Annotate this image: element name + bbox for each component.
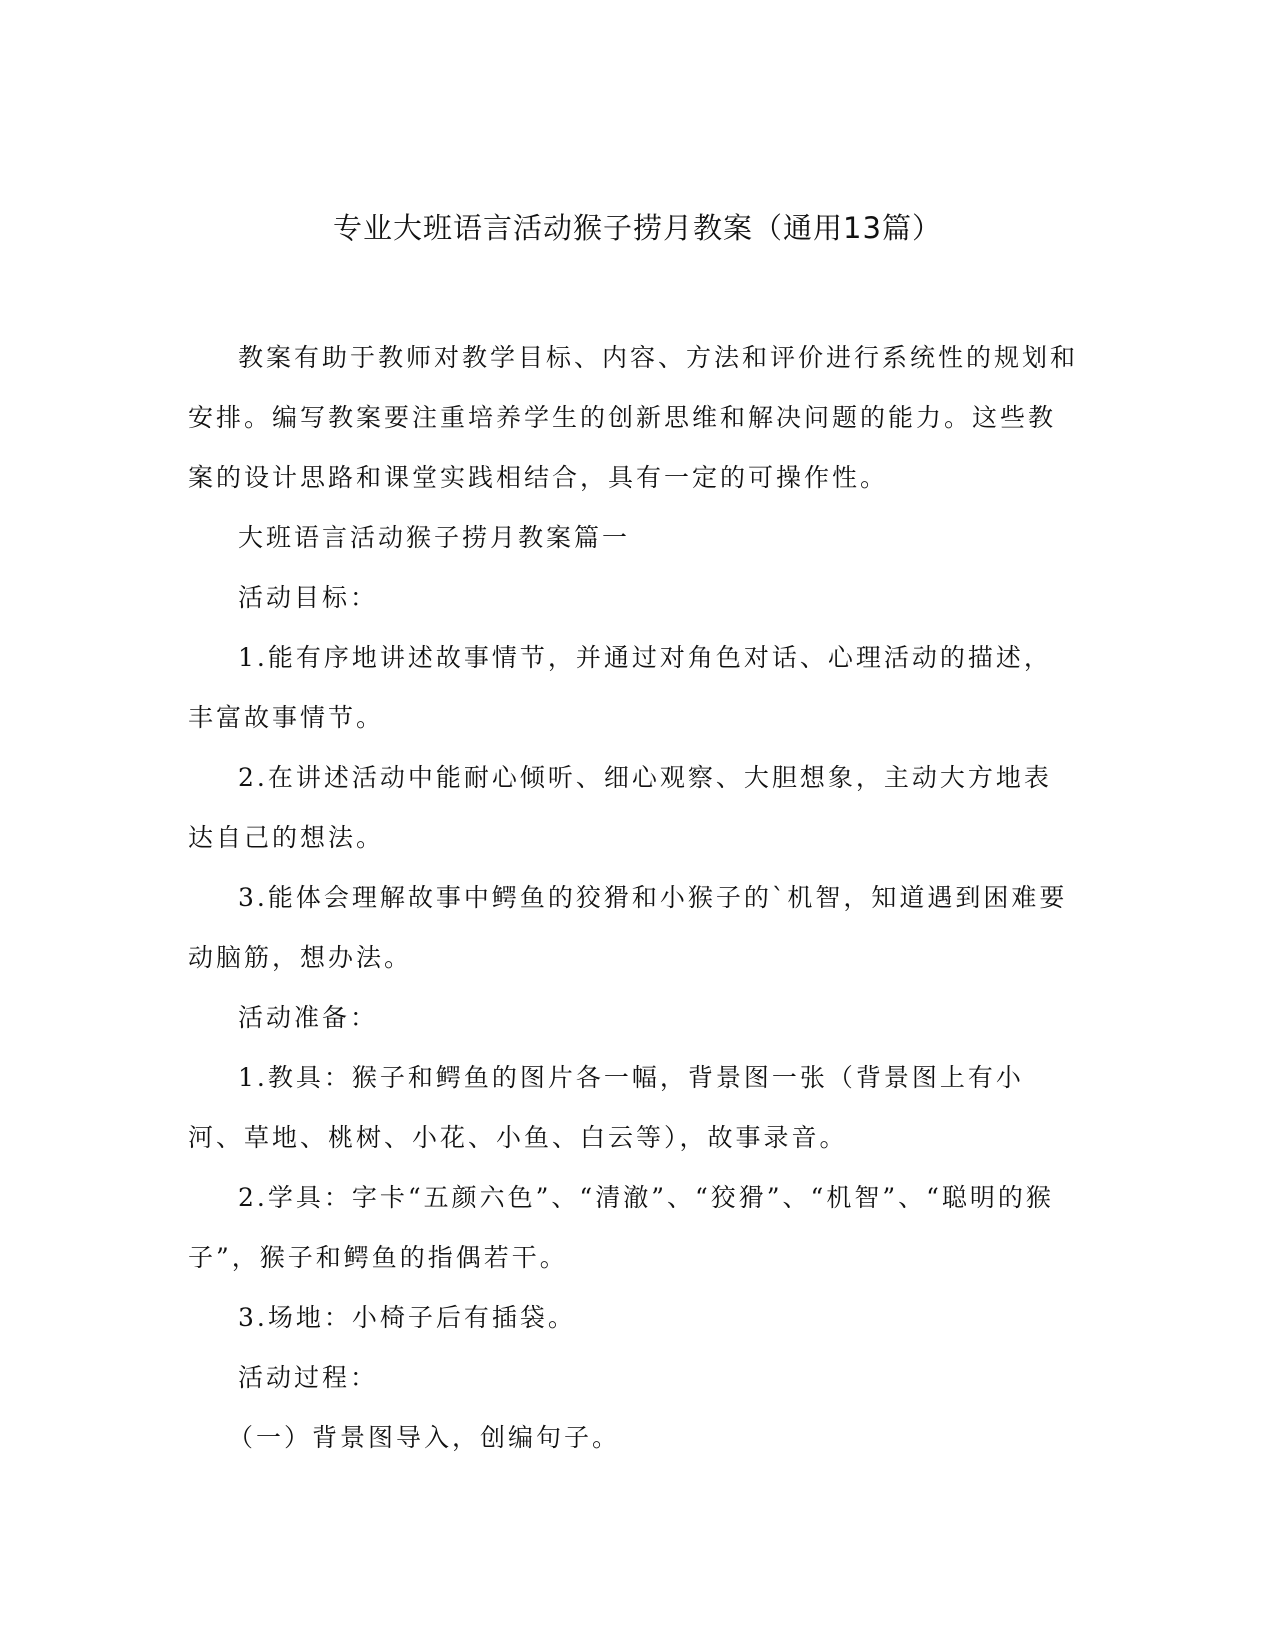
document-body (188, 328, 1078, 1468)
process-step-1: （一）背景图导入，创编句子。 (228, 1423, 621, 1452)
goal-item-1: 1.能有序地讲述故事情节，并通过对角色对话、心理活动的描述，丰富故事情节。 (188, 643, 1052, 732)
goals-heading: 活动目标： (238, 583, 379, 612)
prep-item-3: 3.场地：小椅子后有插袋。 (238, 1303, 576, 1332)
document-title: 专业大班语言活动猴子捞月教案（通用13篇） (333, 211, 942, 245)
process-heading: 活动过程： (238, 1363, 379, 1392)
prep-heading: 活动准备： (238, 1003, 379, 1032)
prep-item-1: 1.教具：猴子和鳄鱼的图片各一幅，背景图一张（背景图上有小河、草地、桃树、小花、小鱼、白云等），故事录音。 (188, 1063, 1024, 1152)
goal-item-3: 3.能体会理解故事中鳄鱼的狡猾和小猴子的`机智，知道遇到困难要动脑筋，想办法。 (188, 883, 1068, 972)
intro-paragraph: 教案有助于教师对教学目标、内容、方法和评价进行系统性的规划和安排。编写教案要注重培养学生的创新思维和解决问题的能力。这些教案的设计思路和课堂实践相结合，具有一定的可操作性。 (188, 343, 1079, 492)
section-title: 大班语言活动猴子捞月教案篇一 (238, 523, 631, 552)
prep-item-2: 2.学具：字卡“五颜六色”、“清澈”、“狡猾”、“机智”、“聪明的猴子”，猴子和鳄鱼的指偶若干。 (188, 1183, 1054, 1272)
goal-item-2: 2.在讲述活动中能耐心倾听、细心观察、大胆想象，主动大方地表达自己的想法。 (188, 763, 1052, 852)
